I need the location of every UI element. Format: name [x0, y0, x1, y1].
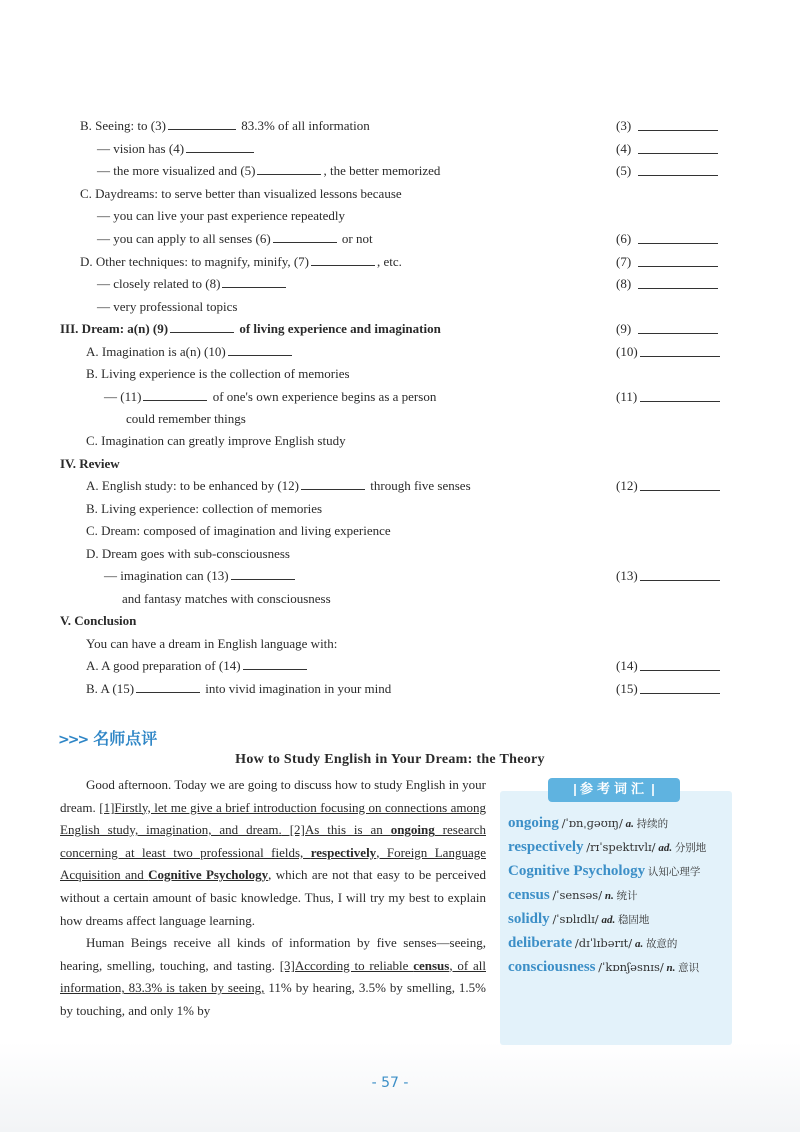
outline-text [86, 498, 322, 520]
vocab-word: consciousness [508, 959, 596, 975]
vocab-meaning: 稳固地 [617, 914, 650, 926]
fill-blank[interactable] [143, 389, 207, 401]
fill-blank[interactable] [136, 681, 200, 693]
answer-label: (12) [616, 478, 638, 493]
vocab-tab [548, 778, 680, 802]
vocab-pos: a. [625, 818, 634, 830]
outline-text-pre: D. Dream goes with sub-consciousness [86, 546, 290, 561]
outline-text [80, 183, 402, 205]
outline-row [0, 543, 800, 565]
answer-label: (14) [616, 658, 638, 673]
fill-blank[interactable] [243, 658, 307, 670]
vocab-phonetic: /ˈkɒnʃəsnɪs/ [598, 960, 664, 974]
vocab-meaning: 故意的 [645, 938, 678, 950]
vocab-pos: a. [634, 938, 644, 950]
outline-text [97, 228, 373, 250]
outline-text [126, 408, 246, 430]
outline-text-pre: B. A (15) [86, 681, 135, 696]
outline-row [0, 430, 800, 452]
outline-text-pre: and fantasy matches with consciousness [122, 591, 331, 606]
vocab-word: ongoing [508, 815, 559, 831]
key-term: Cognitive Psychology [148, 867, 269, 883]
outline-row [0, 318, 800, 340]
outline-text-pre: — you can apply to all senses (6) [97, 231, 271, 246]
passage-text: , Foreign Language Acquisition and [60, 844, 486, 883]
answer-label: (8) [616, 276, 632, 291]
passage-text: Good afternoon. Today we are going to discuss how to study English in your dream. [60, 777, 486, 815]
outline-text-post: or not [338, 231, 373, 246]
answer-label: (10) [616, 344, 638, 359]
tab-bar-left-icon [574, 784, 576, 796]
vocab-word: Cognitive Psychology [508, 863, 646, 879]
answer-label: (3) [616, 118, 632, 133]
answer-blank[interactable] [638, 243, 718, 244]
vocab-list [508, 814, 728, 982]
outline-row [0, 296, 800, 318]
outline-text-pre: — (11) [104, 389, 142, 404]
outline-text-post: through five senses [367, 478, 471, 493]
outline-text [97, 138, 256, 160]
vocab-phonetic: /ˈsɒlɪdlɪ/ [552, 912, 599, 926]
passage-text: [1]Firstly, let me give a brief introduction focusing on connections among English study, imagination, and dream. [60, 799, 486, 838]
outline-row [0, 160, 800, 182]
vocab-pos: n. [604, 890, 614, 902]
fill-blank[interactable] [311, 254, 375, 266]
fill-blank[interactable] [273, 231, 337, 243]
answer-blank[interactable] [640, 490, 720, 491]
answer-label: (13) [616, 568, 638, 583]
outline-row [0, 475, 800, 497]
vocab-word: solidly [508, 911, 550, 927]
vocab-item [508, 814, 728, 834]
outline-text-pre: V. Conclusion [60, 613, 137, 628]
answer-label: (6) [616, 231, 632, 246]
passage-text: , of all information, 83.3% is taken by seeing, [60, 957, 486, 996]
outline-text-pre: A. Imagination is a(n) (10) [86, 344, 226, 359]
vocab-word: respectively [508, 839, 584, 855]
outline-row [0, 138, 800, 160]
answer-blank[interactable] [638, 175, 718, 176]
outline-text-pre: — the more visualized and (5) [97, 163, 256, 178]
key-term: respectively [310, 844, 377, 860]
key-term: census [413, 957, 450, 973]
outline-row [0, 205, 800, 227]
answer-label: (7) [616, 254, 632, 269]
answer-label: (4) [616, 141, 632, 156]
outline-text-post: 83.3% of all information [237, 118, 370, 133]
outline-text [104, 565, 297, 587]
outline-text-post: of one's own experience begins as a person [209, 389, 437, 404]
outline-text [86, 430, 346, 452]
outline-text [86, 475, 471, 497]
outline-text [60, 453, 120, 475]
passage-text: [3]According to reliable [279, 957, 414, 973]
passage-text: 11% by hearing, 3.5% by smelling, 1.5% by touching, and only 1% by [60, 980, 486, 1018]
passage-text: [2]As this is an [281, 822, 391, 838]
outline-text [86, 633, 337, 655]
vocab-meaning: 分别地 [674, 842, 707, 854]
outline-text [86, 678, 391, 700]
outline-text [97, 296, 237, 318]
answer-label: (11) [616, 389, 638, 404]
vocab-item [508, 934, 728, 954]
outline-text-post: of living experience and imagination [236, 321, 441, 336]
vocab-meaning: 意识 [678, 962, 700, 974]
vocab-meaning: 认知心理学 [647, 866, 701, 878]
outline-text-pre: — very professional topics [97, 299, 238, 314]
answer-label: (9) [616, 321, 632, 336]
vocab-pos: ad. [601, 914, 616, 926]
outline-row [0, 565, 800, 587]
paragraph-2 [60, 932, 486, 1022]
outline-text-pre: — closely related to (8) [97, 276, 221, 291]
answer-blank[interactable] [638, 333, 718, 334]
vocab-item [508, 862, 728, 882]
outline-text-pre: III. Dream: a(n) (9) [60, 321, 169, 336]
outline-text [122, 588, 331, 610]
outline-text-pre: A. English study: to be enhanced by (12) [86, 478, 300, 493]
answer-blank[interactable] [640, 356, 720, 357]
vocab-item [508, 910, 728, 930]
outline-row [0, 183, 800, 205]
outline-row [0, 228, 800, 250]
outline-text [86, 655, 309, 677]
outline-row [0, 408, 800, 430]
answer-blank[interactable] [638, 288, 718, 289]
outline-row [0, 678, 800, 700]
outline-text-pre: A. A good preparation of (14) [86, 658, 241, 673]
section-arrows: >>> [58, 732, 88, 748]
outline-text [86, 341, 294, 363]
outline-text-pre: — you can live your past experience repeatedly [97, 208, 345, 223]
answer-label: (15) [616, 681, 638, 696]
outline-text [97, 273, 288, 295]
vocab-tab-label: 参考词汇 [579, 782, 648, 797]
vocab-phonetic: /ˈsensəs/ [552, 888, 603, 902]
outline-row [0, 386, 800, 408]
outline-text-post: , the better memorized [323, 163, 441, 178]
outline-text-pre: could remember things [126, 411, 246, 426]
outline-text [60, 610, 136, 632]
answer-blank[interactable] [638, 266, 718, 267]
outline-text-pre: C. Daydreams: to serve better than visualized lessons because [80, 186, 402, 201]
vocab-item [508, 958, 728, 978]
paragraph-1 [60, 774, 486, 932]
outline-text [97, 160, 440, 182]
outline-text-pre: D. Other techniques: to magnify, minify, (7) [80, 254, 310, 269]
passage-text: Human Beings receive all kinds of information by five senses—seeing, hearing, smelling, touching, and tasting. [60, 935, 486, 973]
outline-text-post: , etc. [377, 254, 402, 269]
vocab-word: deliberate [508, 935, 573, 951]
outline-text-pre: B. Living experience: collection of memories [86, 501, 323, 516]
fill-blank[interactable] [228, 344, 292, 356]
vocab-pos: n. [666, 962, 676, 974]
tab-bar-right-icon [652, 784, 654, 796]
passage-text: research concerning at least two professional fields, [60, 822, 486, 860]
answer-label: (5) [616, 163, 632, 178]
answer-blank[interactable] [638, 130, 718, 131]
outline-row [0, 341, 800, 363]
outline-text [86, 363, 350, 385]
fill-blank[interactable] [186, 141, 254, 153]
outline-text-pre: C. Imagination can greatly improve English study [86, 433, 346, 448]
fill-blank[interactable] [170, 321, 234, 333]
key-term: ongoing [390, 822, 435, 838]
outline-text-pre: — imagination can (13) [104, 568, 229, 583]
outline-text [97, 205, 345, 227]
outline-text [80, 251, 402, 273]
vocab-word: census [508, 887, 550, 903]
page-number: - 57 - [371, 1075, 409, 1091]
outline-row [0, 520, 800, 542]
outline-text-pre: — vision has (4) [97, 141, 185, 156]
outline-text [80, 115, 370, 137]
outline-row [0, 363, 800, 385]
fill-blank[interactable] [222, 276, 286, 288]
vocab-item [508, 886, 728, 906]
section-title: 名师点评 [93, 729, 158, 748]
section-header [58, 726, 157, 750]
fill-blank[interactable] [257, 163, 321, 175]
outline-row [0, 610, 800, 632]
vocab-phonetic: /rɪˈspektɪvlɪ/ [586, 840, 656, 854]
vocab-meaning: 统计 [616, 890, 638, 902]
passage-title: How to Study English in Your Dream: the Theory [235, 752, 545, 767]
outline-text-pre: B. Seeing: to (3) [80, 118, 166, 133]
vocab-pos: ad. [658, 842, 673, 854]
outline-row [0, 588, 800, 610]
outline-text-post: into vivid imagination in your mind [202, 681, 392, 696]
outline-row [0, 633, 800, 655]
outline-row [0, 115, 800, 137]
answer-blank[interactable] [640, 693, 720, 694]
outline-text-pre: IV. Review [60, 456, 120, 471]
answer-blank[interactable] [640, 580, 720, 581]
outline-row [0, 251, 800, 273]
fill-blank[interactable] [168, 118, 236, 130]
fill-blank[interactable] [301, 478, 365, 490]
outline-text [60, 318, 441, 340]
answer-blank[interactable] [640, 670, 720, 671]
outline-text-pre: C. Dream: composed of imagination and living experience [86, 523, 391, 538]
outline-text [86, 543, 290, 565]
outline-text-pre: You can have a dream in English language with: [86, 636, 338, 651]
outline-row [0, 453, 800, 475]
answer-blank[interactable] [638, 153, 718, 154]
vocab-meaning: 持续的 [636, 818, 669, 830]
passage-body [60, 774, 486, 1023]
outline-text [86, 520, 391, 542]
vocab-phonetic: /dɪˈlɪbərɪt/ [574, 936, 633, 950]
fill-blank[interactable] [231, 568, 295, 580]
vocab-item [508, 838, 728, 858]
outline-text-pre: B. Living experience is the collection of memories [86, 366, 350, 381]
outline-row [0, 273, 800, 295]
passage-text: , which are not that easy to be perceived without a certain amount of basic knowledge. Thus, I will try my best to explain how dreams affect language learning. [60, 867, 486, 928]
outline-row [0, 498, 800, 520]
outline-row [0, 655, 800, 677]
vocab-phonetic: /ˈɒnˌɡəʊɪŋ/ [561, 816, 623, 830]
answer-blank[interactable] [640, 401, 720, 402]
outline-text [104, 386, 436, 408]
